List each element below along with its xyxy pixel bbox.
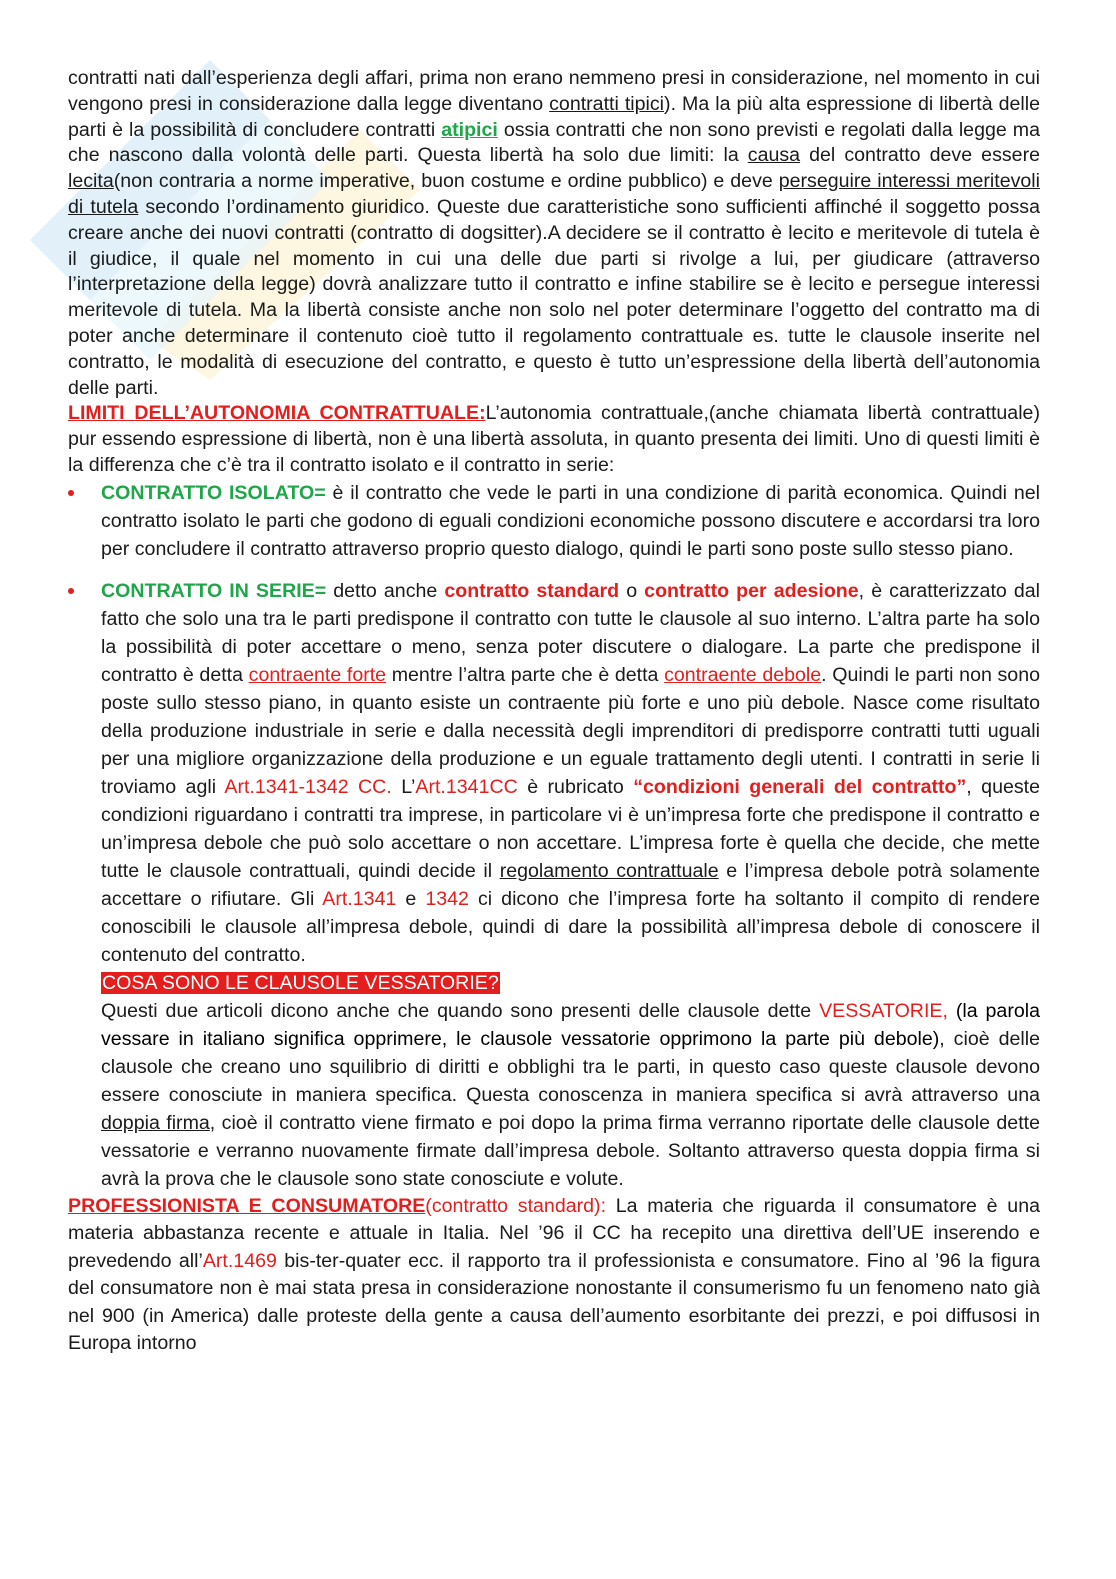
term-condizioni-generali: “condizioni generali del contratto” <box>633 775 967 798</box>
term-perseguire-interessi: perseguire interessi meritevoli di tutela <box>68 170 1040 218</box>
bullet-list <box>68 479 1040 1193</box>
article-ref-1342: 1342 <box>425 887 469 910</box>
paragraph-libertà-contrattuale: contratti nati dall’esperienza degli affari, prima non erano nemmeno presi in considerazione, nel momento in cui vengono presi in considerazione dalla legge diventano contratti tipici). Ma la più alta espressione di libertà delle parti è la possibilità di concludere contratti atipici ossia contratti che non sono previsti e regolati dalla legge ma che nascono dalla volontà delle parti. Questa libertà ha solo due limiti: la causa del contratto deve essere lecita(non contraria a norme imperative, buon costume e ordine pubblico) e deve perseguire interessi meritevoli di tutela secondo l’ordinamento giuridico. Queste due caratteristiche sono sufficienti affinché il soggetto possa creare anche dei nuovi contratti (contratto di dogsitter).A decidere se il contratto è lecito e meritevole di tutela è il giudice, il quale nel momento in cui una delle due parti si rivolge a lui, per giudicare (attraverso l’interpretazione della legge) dovrà analizzare tutto il contratto e infine stabilire se è lecito e persegue interessi meritevole di tutela. Ma la libertà consiste anche non solo nel poter determinare l’oggetto del contratto ma di poter anche determinare il contenuto cioè tutto il regolamento contrattuale es. tutte le clausole inserite nel contratto, le modalità di esecuzione del contratto, e questo è tutto un’espressione della libertà dell’autonomia delle parti. <box>68 67 1041 399</box>
paragraph-professionista-consumatore: PROFESSIONISTA E CONSUMATORE(contratto standard): La materia che riguarda il consumatore è una materia abbastanza recente e attuale in Italia. Nel ’96 il CC ha recepito una direttiva dell’UE inserendo e prevedendo all’Art.1469 bis-ter-quater ecc. il rapporto tra il professionista e consumatore. Fino al ’96 la figura del consumatore non è mai stata presa in considerazione nonostante il consumerismo fu un fenomeno nato già nel 900 (in America) dalle proteste della gente a causa dell’aumento esorbitante dei prezzi, e poi diffusosi in Europa intorno <box>68 1194 1040 1355</box>
term-contraente-debole: contraente debole <box>664 663 822 686</box>
highlighted-question: COSA SONO LE CLAUSOLE VESSATORIE? <box>102 971 499 994</box>
document-page <box>68 66 1040 1358</box>
term-contratto-per-adesione: contratto per adesione <box>644 579 859 602</box>
article-ref-1341: Art.1341 <box>322 887 397 910</box>
term-contratto-isolato: CONTRATTO ISOLATO= <box>101 481 326 504</box>
heading-paren: (contratto standard): <box>425 1194 607 1217</box>
term-doppia-firma: doppia firma <box>101 1111 210 1134</box>
term-causa: causa <box>747 144 801 167</box>
article-ref-1341cc: Art.1341CC <box>415 775 518 798</box>
heading-professionista-consumatore: PROFESSIONISTA E CONSUMATORE <box>68 1194 426 1217</box>
term-atipici: atipici <box>441 118 498 141</box>
term-regolamento-contrattuale: regolamento contrattuale <box>499 859 719 882</box>
article-ref-1469: Art.1469 <box>202 1249 277 1272</box>
term-lecita: lecita <box>68 170 114 193</box>
term-contraente-forte: contraente forte <box>248 663 387 686</box>
heading-limiti-autonomia: LIMITI DELL’AUTONOMIA CONTRATTUALE: <box>68 402 486 425</box>
bullet-dot-icon <box>68 588 74 594</box>
term-contratti-tipici: contratti tipici <box>549 92 665 115</box>
bullet-dot-icon <box>68 490 74 496</box>
term-vessatorie: VESSATORIE, <box>819 999 948 1022</box>
term-contratto-standard: contratto standard <box>444 579 620 602</box>
article-ref-1341-1342: Art.1341-1342 CC. <box>224 775 392 798</box>
paragraph-vessatorie: Questi due articoli dicono anche che quando sono presenti delle clausole dette VESSATORIE, (la parola vessare in italiano significa opprimere, le clausole vessatorie opprimono la parte più debole), cioè delle clausole che creano uno squilibrio di diritti e obblighi tra le parti, in questo caso queste clausole devono essere conosciute in maniera specifica. Questa conoscenza in maniera specifica si avrà attraverso una doppia firma, cioè il contratto viene firmato e poi dopo la prima firma verranno riportate delle clausole dette vessatorie e verranno nuovamente firmate dall’impresa debole. Soltanto attraverso questa doppia firma si avrà la prova che le clausole sono state conosciute e volute. <box>101 999 1040 1190</box>
term-contratto-in-serie: CONTRATTO IN SERIE= <box>101 579 327 602</box>
paragraph-limiti: LIMITI DELL’AUTONOMIA CONTRATTUALE:L’autonomia contrattuale,(anche chiamata libertà contrattuale) pur essendo espressione di libertà, non è una libertà assoluta, in quanto presenta dei limiti. Uno di questi limiti è la differenza che c’è tra il contratto isolato e il contratto in serie: <box>68 402 1040 476</box>
list-item-contratto-isolato: CONTRATTO ISOLATO= è il contratto che vede le parti in una condizione di parità economica. Quindi nel contratto isolato le parti che godono di eguali condizioni economiche possono discutere e accordarsi tra loro per concludere il contratto attraverso proprio questo dialogo, quindi le parti sono poste sullo stesso piano. <box>68 479 1040 563</box>
list-item-contratto-in-serie: CONTRATTO IN SERIE= detto anche contratto standard o contratto per adesione, è caratterizzato dal fatto che solo una tra le parti predispone il contratto con tutte le clausole al suo interno. L’altra parte ha solo la possibilità di poter accettare o meno, senza poter discutere o dialogare. La parte che predispone il contratto è detta contraente forte mentre l’altra parte che è detta contraente debole. Quindi le parti non sono poste sullo stesso piano, in quanto esiste un contraente più forte e uno più debole. Nasce come risultato della produzione industriale in serie e dalla necessità degli imprenditori di predisporre contratti tutti uguali per una migliore organizzazione della produzione e un eguale trattamento degli utenti. I contratti in serie li troviamo agli Art.1341-1342 CC. L’Art.1341CC è rubricato “condizioni generali del contratto”, queste condizioni riguardano i contratti tra imprese, in particolare vi è un’impresa forte che predispone il contratto e un’impresa debole che può solo accettare o non accettare. L’impresa forte è quella che decide, che mette tutte le clausole contrattuali, quindi decide il regolamento contrattuale e l’impresa debole potrà solamente accettare o rifiutare. Gli Art.1341 e 1342 ci dicono che l’impresa forte ha soltanto il compito di rendere conoscibili le clausole all’impresa debole, quindi di dare la possibilità all’impresa debole di conoscere il contenuto del contratto. COSA SONO LE CLAUSOLE VESSATORIE? Questi due articoli dicono anche che quando sono presenti delle clausole dette VESSATORIE, (la parola vessare in italiano significa opprimere, le clausole vessatorie opprimono la parte più debole), cioè delle clausole che creano uno squilibrio di diritti e obblighi tra le parti, in questo caso queste clausole devono essere conosciute in maniera specifica. Questa conoscenza in maniera specifica si avrà attraverso una doppia firma, cioè il contratto viene firmato e poi dopo la prima firma verranno riportate delle clausole dette vessatorie e verranno nuovamente firmate dall’impresa debole. Soltanto attraverso questa doppia firma si avrà la prova che le clausole sono state conosciute e volute. <box>68 577 1040 1193</box>
